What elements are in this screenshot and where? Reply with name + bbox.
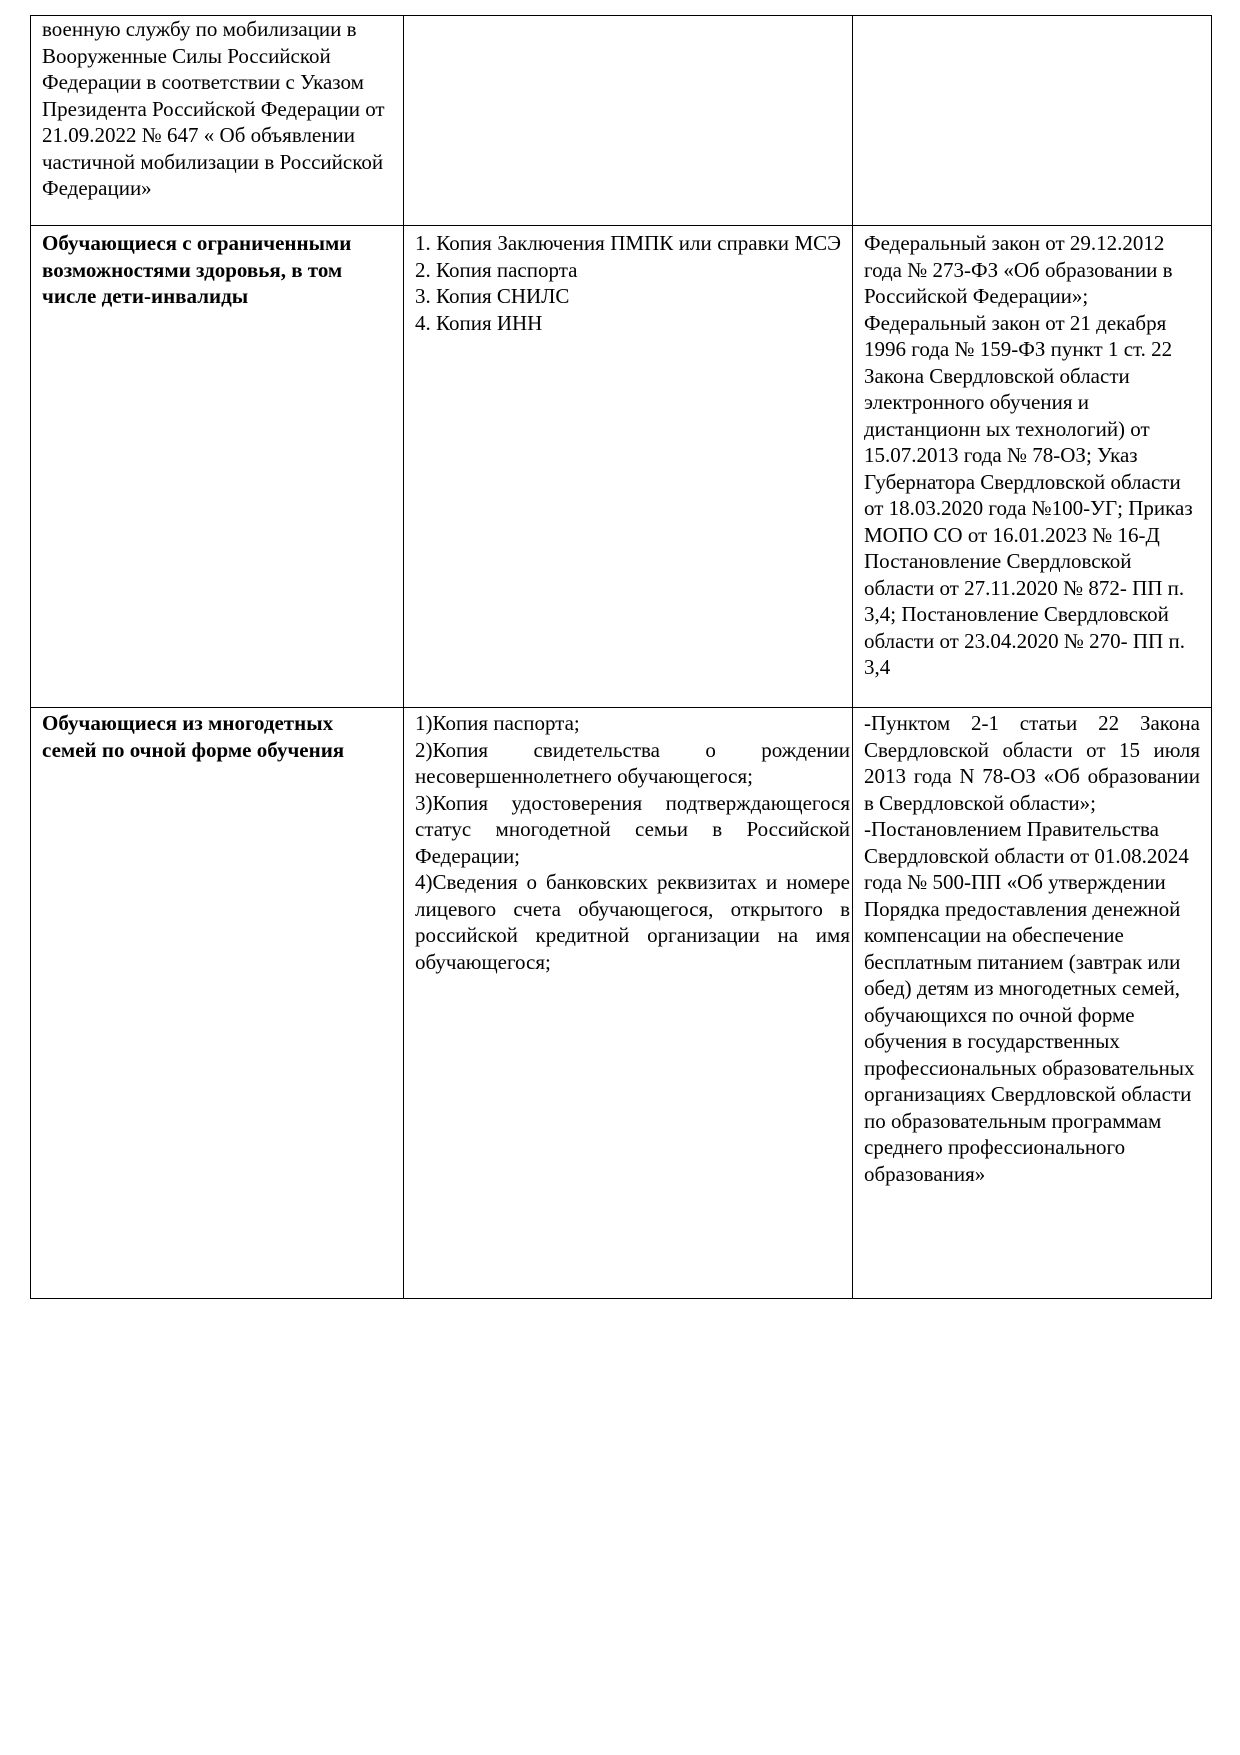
category-cell bbox=[31, 226, 404, 708]
document-item: 2. Копия паспорта bbox=[415, 257, 578, 282]
category-text: Обучающиеся с ограниченными возможностями здоровья, в том числе дети-инвалиды bbox=[42, 231, 352, 308]
legal-basis-cell bbox=[853, 226, 1212, 708]
document-item: 4. Копия ИНН bbox=[415, 310, 543, 335]
legal-basis-text: -Постановлением Правительства Свердловской области от 01.08.2024 года № 500-ПП «Об утверждении Порядка предоставления денежной компенсации на обеспечение бесплатным питанием (завтрак или обед) детям из многодетных семей, обучающихся по очной форме обучения в государственных профессиональных образовательных организациях Свердловской области по образовательным программам среднего профессионального образования» bbox=[864, 817, 1195, 1186]
table-row bbox=[31, 226, 1212, 708]
document-item: 3)Копия удостоверения подтверждающегося статус многодетной семьи в Российской Федерации; bbox=[415, 790, 850, 868]
document-item: 3. Копия СНИЛС bbox=[415, 284, 570, 308]
category-text: Обучающиеся из многодетных семей по очной форме обучения bbox=[42, 711, 345, 762]
legal-basis-text: -Пунктом 2-1 статьи 22 Закона Свердловской области от 15 июля 2013 года N 78-ОЗ «Об образовании в Свердловской области»; bbox=[864, 711, 1200, 815]
category-cell bbox=[31, 16, 404, 226]
legal-basis-cell bbox=[853, 708, 1212, 1299]
category-text: военную службу по мобилизации в Вооруженные Силы Российской Федерации в соответствии с Указом Президента Российской Федерации от 21.09.2022 № 647 « Об объявлении частичной мобилизации в Российской Федерации» bbox=[42, 17, 385, 200]
category-cell bbox=[31, 708, 404, 1299]
legal-basis-cell bbox=[853, 16, 1212, 226]
table-row bbox=[31, 708, 1212, 1299]
documents-cell bbox=[404, 226, 853, 708]
document-item: 4)Сведения о банковских реквизитах и номере лицевого счета обучающегося, открытого в российской кредитной организации на имя обучающегося; bbox=[415, 870, 850, 974]
document-item: 2)Копия свидетельства о рождении несовершеннолетнего обучающегося; bbox=[415, 737, 850, 788]
document-item: 1)Копия паспорта; bbox=[415, 711, 580, 735]
documents-cell bbox=[404, 708, 853, 1299]
document-item: 1. Копия Заключения ПМПК или справки МСЭ bbox=[415, 231, 841, 255]
table-row bbox=[31, 16, 1212, 226]
document-table bbox=[30, 15, 1212, 1299]
documents-cell bbox=[404, 16, 853, 226]
legal-basis-text: Федеральный закон от 29.12.2012 года № 273-ФЗ «Об образовании в Российской Федерации»; Федеральный закон от 21 декабря 1996 года № 159-ФЗ пункт 1 ст. 22 Закона Свердловской области электронного обучения и дистанционн ых технологий) от 15.07.2013 года № 78-ОЗ; Указ Губернатора Свердловской области от 18.03.2020 года №100-УГ; Приказ МОПО СО от 16.01.2023 № 16-Д Постановление Свердловской области от 27.11.2020 № 872- ПП п. 3,4; Постановление Свердловской области от 23.04.2020 № 270- ПП п. 3,4 bbox=[864, 231, 1193, 679]
